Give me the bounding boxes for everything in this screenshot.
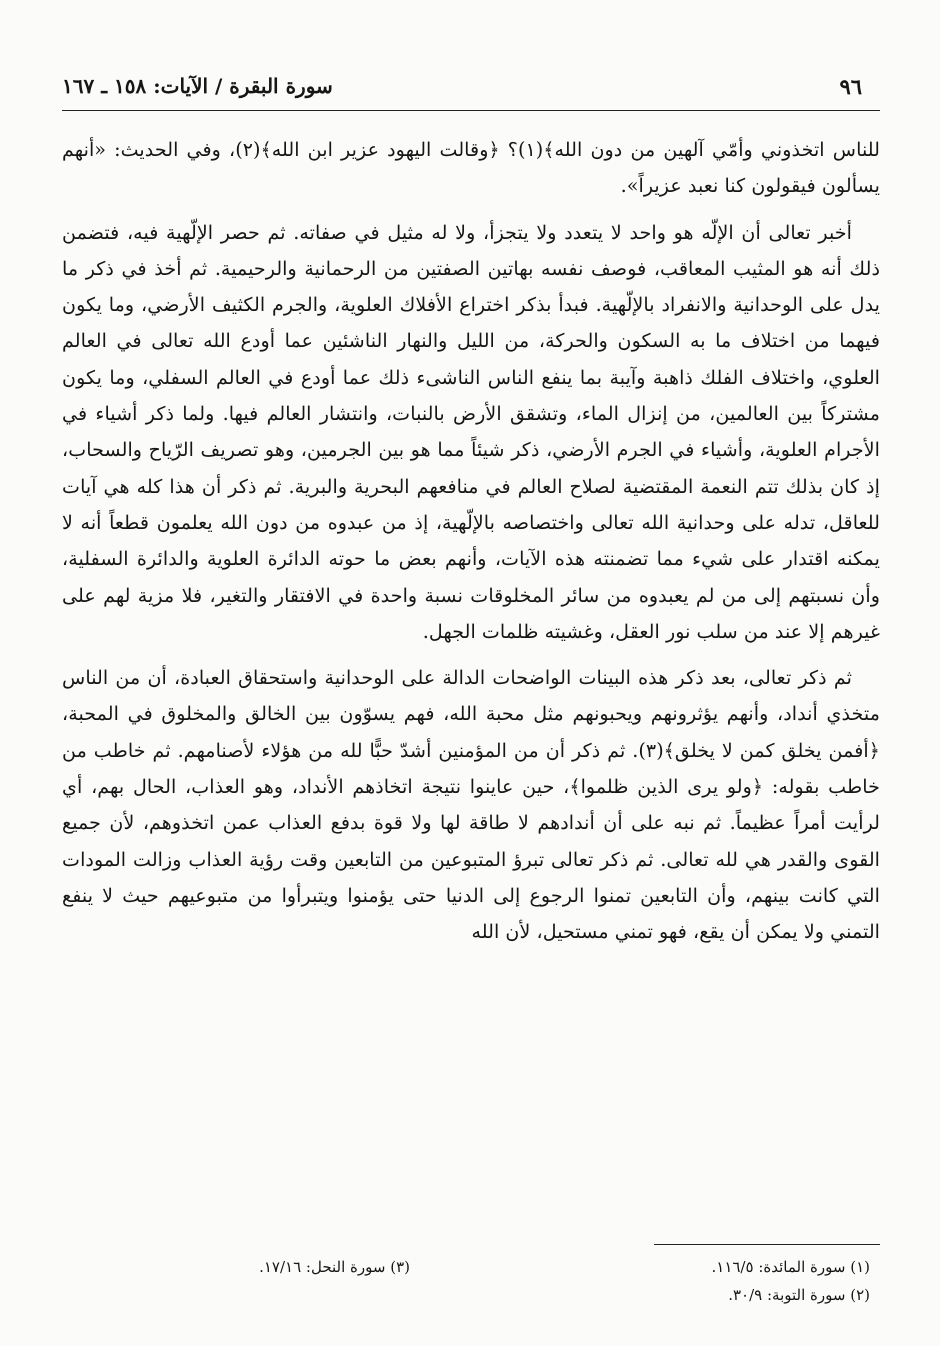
running-title: سورة البقرة / الآيات: ١٥٨ ـ ١٦٧ (62, 74, 333, 98)
page-header (62, 74, 880, 111)
paragraph-tafsir-2: ثم ذكر تعالى، بعد ذكر هذه البينات الواضحات الدالة على الوحدانية واستحقاق العبادة، أن من الناس متخذي أنداد، وأنهم يؤثرونهم ويحبونهم مثل محبة الله، فهم يسوّون بين الخالق والمخلوق في المحبة، ﴿أفمن يخلق كمن لا يخلق﴾(٣). ثم ذكر أن من المؤمنين أشدّ حبًّا لله من هؤلاء لأصنامهم. ثم خاطب من خاطب بقوله: ﴿ولو يرى الذين ظلموا﴾، حين عاينوا نتيجة اتخاذهم الأنداد، وهو العذاب، الحال بهم، أي لرأيت أمراً عظيماً. ثم نبه على أن أندادهم لا طاقة لها ولا قوة بدفع العذاب عمن اتخذوهم، لأن جميع القوى والقدر هي لله تعالى. ثم ذكر تعالى تبرؤ المتبوعين من التابعين وقت رؤية العذاب وزالت المودات التي كانت بينهم، وأن التابعين تمنوا الرجوع إلى الدنيا حتى يؤمنوا ويتبرأوا من متبوعيهم حيث لا ينفع التمني ولا يمكن أن يقع، فهو تمني مستحيل، لأن الله (62, 666, 880, 944)
book-page (62, 58, 880, 1304)
paragraph-continuation: للناس اتخذوني وأمّي آلهين من دون الله﴾(١)؟ ﴿وقالت اليهود عزير ابن الله﴾(٢)، وفي الحديث: «أنهم يسألون فيقولون كنا نعبد عزيراً». (62, 138, 880, 198)
body-text (62, 132, 880, 961)
footnote-3: (٣) سورة النحل: ١٧/١٦. (259, 1258, 410, 1276)
footnote-1: (١) سورة المائدة: ١١٦/٥. (711, 1258, 870, 1276)
paragraph-tafsir-1: أخبر تعالى أن الإلّه هو واحد لا يتعدد ولا يتجزأ، ولا له مثيل في صفاته. ثم حصر الإلّهية فيه، فتضمن ذلك أنه هو المثيب المعاقب، فوصف نفسه بهاتين الصفتين من الرحمانية والرحيمية. ثم أخذ في ذكر ما يدل على الوحدانية والانفراد بالإلّهية. فبدأ بذكر اختراع الأفلاك العلوية، والجرم الكثيف الأرضي، وما يكون فيهما من اختلاف ما به السكون والحركة، من الليل والنهار الناشئين عما أودع الله تعالى في العالم العلوي، واختلاف الفلك ذاهبة وآيبة بما ينفع الناس الناشىء ذلك عما أودع في العالم السفلي، وما يكون مشتركاً بين العالمين، من إنزال الماء، وتشقق الأرض بالنبات، وانتشار العالم فيها. ولما ذكر أشياء في الأجرام العلوية، وأشياء في الجرم الأرضي، ذكر شيئاً مما هو بين الجرمين، وهو تصريف الرّياح والسحاب، إذ كان بذلك تتم النعمة المقتضية لصلاح العالم في منافعهم البحرية والبرية. ثم ذكر أن هذا كله هي آيات للعاقل، تدله على وحدانية الله تعالى واختصاصه بالإلّهية، إذ من عبدوه من دون الله يعلمون قطعاً أنه لا يمكنه اقتدار على شيء مما تضمنته هذه الآيات، وأنهم بعض ما حوته الدائرة العلوية والدائرة السفلية، وأن نسبتهم إلى من لم يعبدوه من سائر المخلوقات نسبة واحدة في الافتقار والتغير، فلا مزية لهم على غيرهم إلا عند من سلب نور العقل، وغشيته ظلمات الجهل. (62, 220, 880, 643)
footnote-divider (654, 1244, 880, 1245)
page-number: ٩٦ (839, 74, 862, 99)
footnote-2: (٢) سورة التوبة: ٣٠/٩. (728, 1286, 870, 1304)
